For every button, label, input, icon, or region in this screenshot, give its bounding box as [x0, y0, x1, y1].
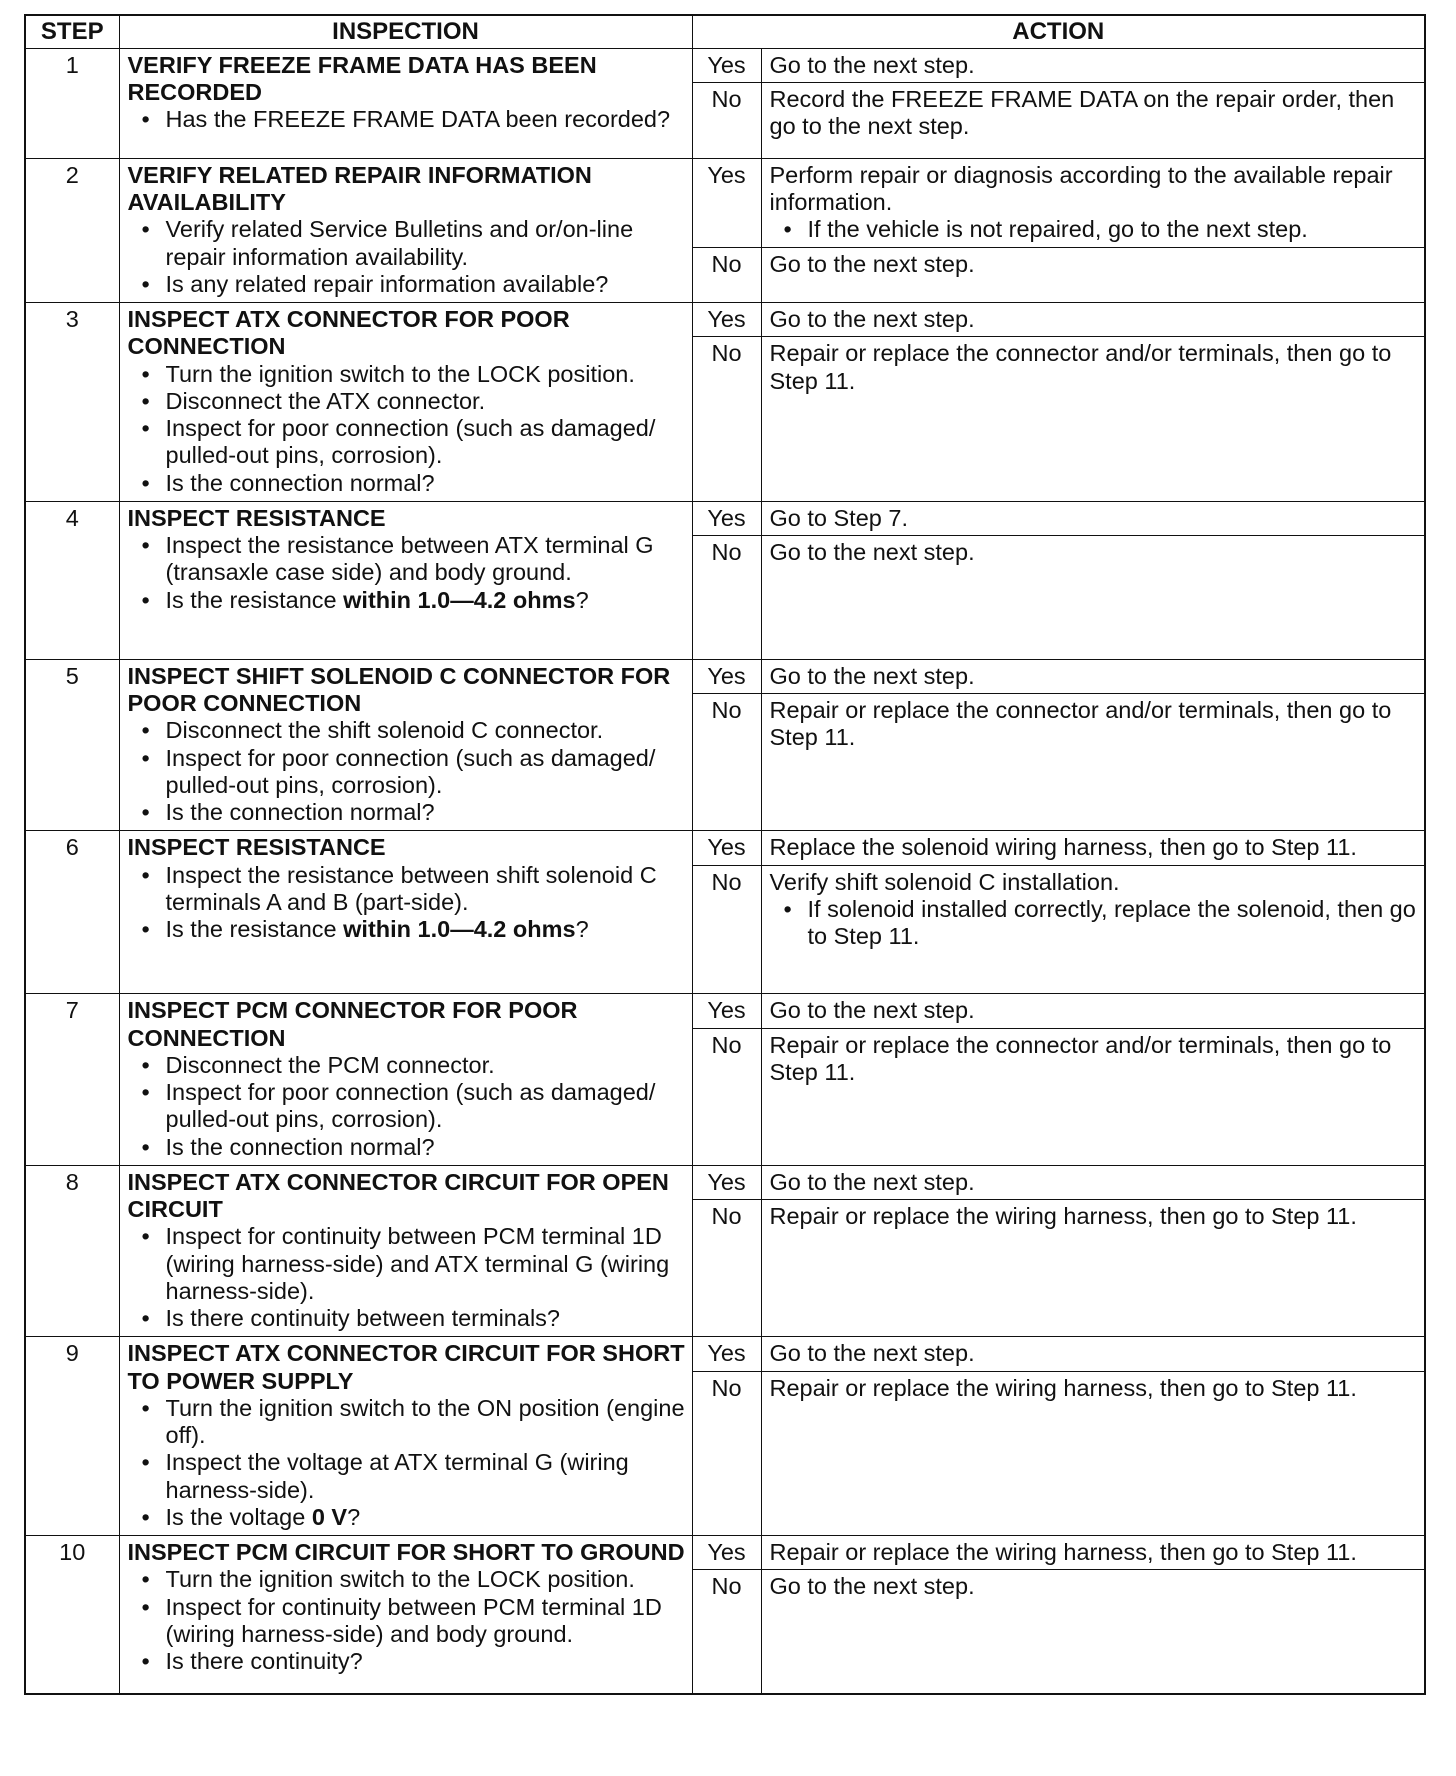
action-item: • If the vehicle is not repaired, go to the next step. [770, 216, 1417, 243]
inspection-title: INSPECT RESISTANCE [127, 834, 386, 861]
inspection-item [128, 1305, 686, 1332]
inspection-item [128, 717, 686, 744]
item-text: Turn the ignition switch to the ON position (engine off). [165, 1394, 685, 1449]
no-label: No [692, 536, 761, 660]
inspection-list [128, 532, 686, 614]
inspection-item [128, 470, 686, 497]
item-text: Inspect the resistance between shift solenoid C terminals A and B (part-side). [165, 861, 657, 915]
yes-label: Yes [692, 158, 761, 247]
yes-action [761, 48, 1425, 82]
inspection-item [128, 361, 686, 388]
inspection-cell [119, 1165, 692, 1337]
no-action [761, 1570, 1425, 1694]
inspection-cell [119, 501, 692, 659]
inspection-list [128, 1223, 686, 1332]
action-text: Repair or replace the connector and/or terminals, then go to Step 11. [769, 1031, 1392, 1085]
inspection-title: INSPECT ATX CONNECTOR CIRCUIT FOR OPEN CIRCUIT [127, 1168, 669, 1223]
item-text: Turn the ignition switch to the LOCK position. [165, 1566, 635, 1593]
action-text: Perform repair or diagnosis according to the available repair information. [769, 161, 1393, 216]
item-text: ? [347, 1503, 361, 1530]
yes-action [761, 831, 1425, 865]
item-text: Is the resistance [165, 916, 344, 943]
inspection-cell [119, 1337, 692, 1536]
inspection-item [128, 1223, 686, 1305]
table-row [25, 659, 1425, 693]
no-label: No [692, 1028, 761, 1165]
inspection-list [128, 216, 686, 298]
spec-value: 0 V [311, 1503, 348, 1530]
inspection-list [128, 361, 686, 497]
yes-label: Yes [692, 48, 761, 82]
table-header-row [25, 15, 1425, 48]
inspection-item [128, 1648, 686, 1675]
item-text: Is any related repair information available? [165, 270, 609, 297]
table-row [25, 1337, 1425, 1371]
inspection-item [128, 1395, 686, 1450]
item-text: Is the resistance [165, 586, 344, 613]
header-action: ACTION [692, 15, 1425, 48]
inspection-item [128, 216, 686, 271]
inspection-item [128, 1052, 686, 1079]
inspection-title: INSPECT ATX CONNECTOR FOR POOR CONNECTION [127, 306, 570, 360]
table-row [25, 501, 1425, 535]
action-text: Repair or replace the wiring harness, then go to Step 11. [769, 1203, 1357, 1230]
action-text: Go to the next step. [769, 306, 975, 333]
inspection-item [128, 1566, 686, 1593]
header-inspection: INSPECTION [119, 15, 692, 48]
no-label: No [692, 865, 761, 994]
inspection-item [128, 271, 686, 298]
inspection-cell [119, 994, 692, 1166]
yes-action [761, 994, 1425, 1028]
item-text: Is the connection normal? [165, 1133, 435, 1160]
inspection-item [128, 388, 686, 415]
no-action [761, 83, 1425, 159]
action-text: Record the FREEZE FRAME DATA on the repair order, then go to the next step. [769, 86, 1395, 140]
inspection-title: INSPECT SHIFT SOLENOID C CONNECTOR FOR POOR CONNECTION [127, 662, 671, 717]
inspection-item [128, 1134, 686, 1161]
no-action [761, 865, 1425, 994]
no-action [761, 247, 1425, 303]
yes-label: Yes [692, 1536, 761, 1570]
inspection-cell [119, 831, 692, 994]
no-label: No [692, 1371, 761, 1536]
no-label: No [692, 1570, 761, 1694]
inspection-cell [119, 48, 692, 158]
step-number: 5 [25, 659, 119, 831]
action-text: Go to the next step. [769, 1573, 975, 1600]
header-step: STEP [25, 15, 119, 48]
action-text: Go to the next step. [769, 662, 975, 689]
yes-label: Yes [692, 659, 761, 693]
action-text: Repair or replace the connector and/or terminals, then go to Step 11. [769, 340, 1392, 394]
inspection-cell [119, 1536, 692, 1695]
no-label: No [692, 83, 761, 159]
item-text: Has the FREEZE FRAME DATA been recorded? [165, 106, 671, 133]
inspection-item [128, 1504, 686, 1531]
no-action [761, 536, 1425, 660]
yes-label: Yes [692, 303, 761, 337]
yes-action [761, 501, 1425, 535]
yes-label: Yes [692, 994, 761, 1028]
inspection-item [128, 415, 686, 470]
inspection-title: INSPECT PCM CONNECTOR FOR POOR CONNECTION [127, 997, 578, 1051]
action-text: Repair or replace the wiring harness, then go to Step 11. [769, 1374, 1357, 1401]
step-number: 8 [25, 1165, 119, 1337]
action-text: Repair or replace the wiring harness, then go to Step 11. [769, 1539, 1357, 1566]
yes-action [761, 158, 1425, 247]
inspection-list [128, 1052, 686, 1161]
inspection-title: INSPECT PCM CIRCUIT FOR SHORT TO GROUND [127, 1539, 685, 1566]
action-text: Go to Step 7. [769, 504, 908, 531]
item-text: Is the connection normal? [165, 469, 435, 496]
inspection-title: INSPECT RESISTANCE [127, 504, 386, 531]
item-text: ? [575, 916, 589, 943]
inspection-cell [119, 158, 692, 302]
yes-label: Yes [692, 1165, 761, 1199]
step-number: 7 [25, 994, 119, 1166]
action-text: Go to the next step. [769, 539, 975, 566]
action-text: Go to the next step. [769, 1168, 975, 1195]
step-number: 6 [25, 831, 119, 994]
table-row [25, 1165, 1425, 1199]
diagnostic-procedure-sheet [24, 14, 1426, 1695]
item-text: Inspect for continuity between PCM terminal 1D (wiring harness-side) and ATX terminal G (wiring harness-side). [165, 1223, 670, 1304]
inspection-item [128, 799, 686, 826]
step-number: 9 [25, 1337, 119, 1536]
table-row [25, 994, 1425, 1028]
step-number: 1 [25, 48, 119, 158]
table-row [25, 158, 1425, 247]
inspection-list [128, 106, 686, 133]
yes-action [761, 1165, 1425, 1199]
item-text: ? [575, 586, 589, 613]
inspection-list [128, 1566, 686, 1675]
no-label: No [692, 694, 761, 831]
spec-value: within 1.0—4.2 ohms [343, 916, 576, 943]
step-number: 10 [25, 1536, 119, 1695]
step-number: 2 [25, 158, 119, 302]
no-action [761, 694, 1425, 831]
table-row [25, 1536, 1425, 1570]
no-action [761, 1028, 1425, 1165]
inspection-item [128, 745, 686, 800]
inspection-item [128, 1079, 686, 1134]
table-row [25, 48, 1425, 82]
inspection-title: VERIFY FREEZE FRAME DATA HAS BEEN RECORDED [127, 51, 597, 106]
no-label: No [692, 1200, 761, 1337]
item-text: Is the voltage [165, 1503, 312, 1530]
no-action [761, 337, 1425, 502]
item-text: Disconnect the ATX connector. [165, 387, 486, 414]
inspection-title: INSPECT ATX CONNECTOR CIRCUIT FOR SHORT TO POWER SUPPLY [127, 1340, 685, 1394]
step-number: 4 [25, 501, 119, 659]
inspection-item [128, 587, 686, 614]
inspection-title: VERIFY RELATED REPAIR INFORMATION AVAILABILITY [127, 161, 592, 216]
table-row [25, 831, 1425, 865]
item-text: Inspect for continuity between PCM terminal 1D (wiring harness-side) and body ground. [165, 1593, 662, 1647]
spec-value: within 1.0—4.2 ohms [343, 586, 576, 613]
inspection-item [128, 862, 686, 917]
action-text: Go to the next step. [769, 51, 975, 78]
action-text: Go to the next step. [769, 250, 975, 277]
inspection-item [128, 1594, 686, 1649]
action-item: • If solenoid installed correctly, replace the solenoid, then go to Step 11. [770, 896, 1417, 951]
no-label: No [692, 337, 761, 502]
inspection-item [128, 532, 686, 587]
item-text: Inspect for poor connection (such as damaged/ pulled-out pins, corrosion). [165, 415, 656, 469]
yes-action [761, 1536, 1425, 1570]
yes-action [761, 659, 1425, 693]
yes-label: Yes [692, 1337, 761, 1371]
action-text: Replace the solenoid wiring harness, then go to Step 11. [769, 834, 1357, 861]
item-text: Disconnect the shift solenoid C connector. [165, 717, 604, 744]
item-text: Turn the ignition switch to the LOCK position. [165, 360, 635, 387]
item-text: Inspect the resistance between ATX terminal G (transaxle case side) and body ground. [165, 532, 654, 586]
action-list [770, 216, 1417, 243]
item-text: Inspect for poor connection (such as damaged/ pulled-out pins, corrosion). [165, 1079, 656, 1133]
action-text: Repair or replace the connector and/or terminals, then go to Step 11. [769, 697, 1392, 751]
item-text: Inspect the voltage at ATX terminal G (wiring harness-side). [165, 1449, 629, 1503]
table-body [25, 48, 1425, 1694]
step-number: 3 [25, 303, 119, 502]
yes-label: Yes [692, 501, 761, 535]
item-text: Is there continuity between terminals? [165, 1305, 560, 1332]
inspection-list [128, 717, 686, 826]
action-text: Go to the next step. [769, 997, 975, 1024]
inspection-item [128, 106, 686, 133]
inspection-item [128, 1449, 686, 1504]
item-text: Is there continuity? [165, 1648, 363, 1675]
diagnostic-table [24, 14, 1426, 1695]
inspection-list [128, 862, 686, 944]
no-label: No [692, 247, 761, 303]
item-text: Is the connection normal? [165, 799, 435, 826]
yes-action [761, 303, 1425, 337]
action-text: Verify shift solenoid C installation. [769, 868, 1120, 895]
no-action [761, 1200, 1425, 1337]
table-row [25, 303, 1425, 337]
no-action [761, 1371, 1425, 1536]
item-text: Verify related Service Bulletins and or/on-line repair information availability. [165, 216, 634, 270]
inspection-cell [119, 659, 692, 831]
action-list [770, 896, 1417, 951]
inspection-cell [119, 303, 692, 502]
inspection-item [128, 916, 686, 943]
inspection-list [128, 1395, 686, 1531]
action-text: Go to the next step. [769, 1340, 975, 1367]
item-text: Inspect for poor connection (such as damaged/ pulled-out pins, corrosion). [165, 744, 656, 798]
yes-label: Yes [692, 831, 761, 865]
item-text: Disconnect the PCM connector. [165, 1051, 495, 1078]
yes-action [761, 1337, 1425, 1371]
